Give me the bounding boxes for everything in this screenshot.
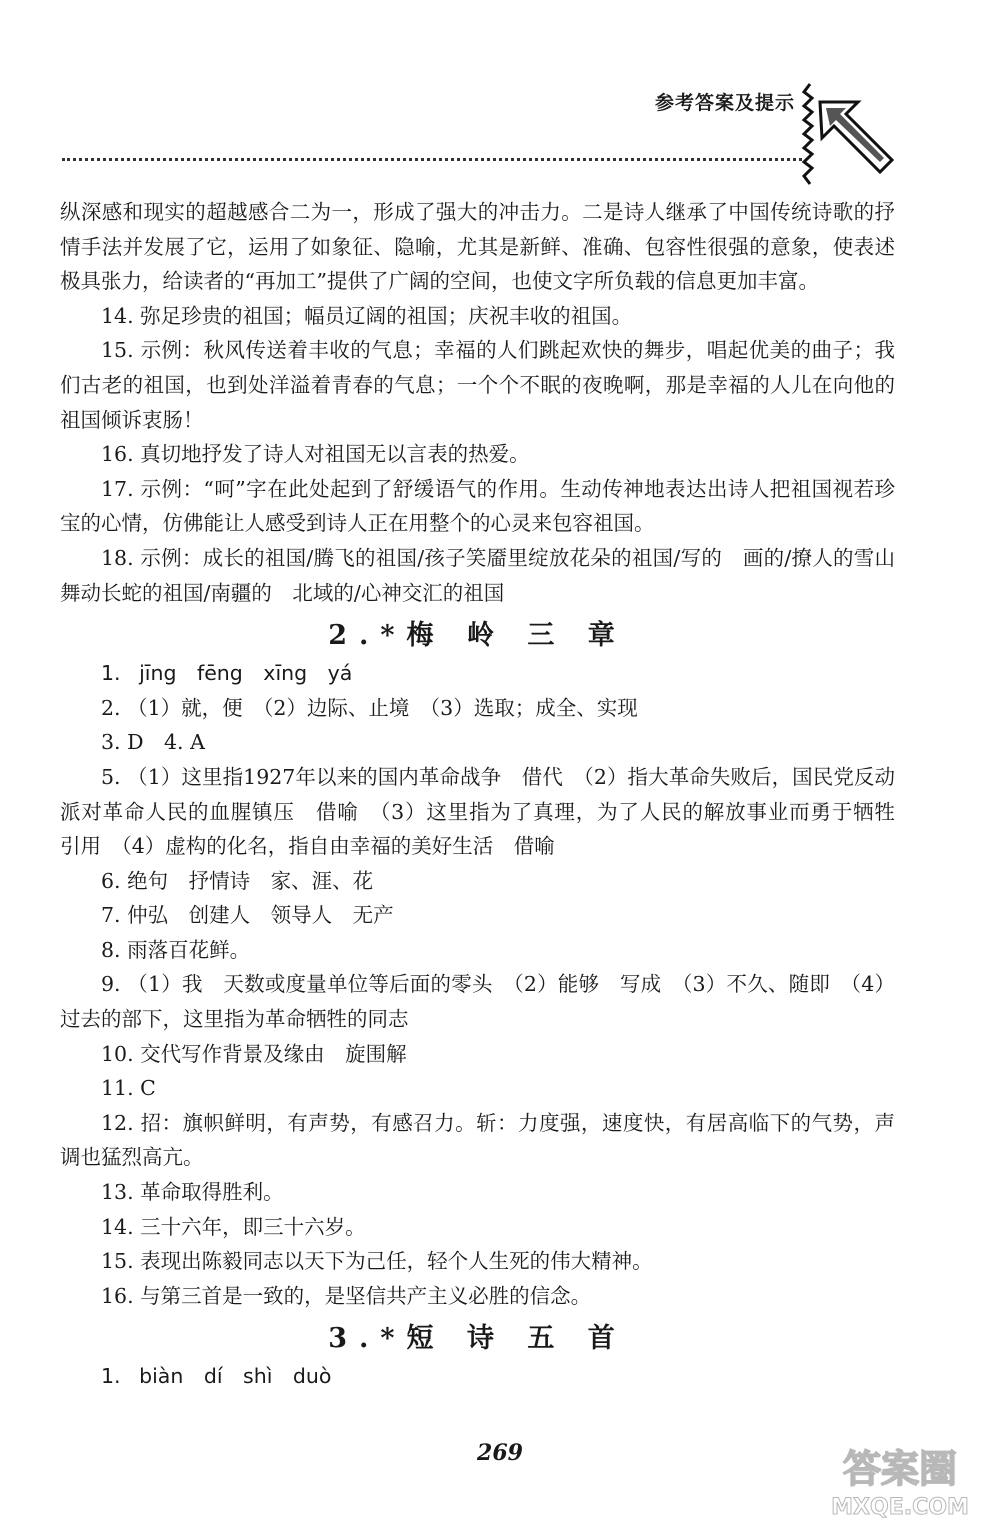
section2-item: 8. 雨落百花鲜。 xyxy=(101,937,251,962)
section2-item: 6. 绝句 抒情诗 家、涯、花 xyxy=(101,868,374,893)
header-title: 参考答案及提示 xyxy=(654,92,795,114)
answer-content xyxy=(60,195,916,1394)
section2-item: 5. （1）这里指1927年以来的国内革命战争 借代 （2）指大革命失败后，国民党反动派对革命人民的血腥镇压 借喻 （3）这里指为了真理，为了人民的解放事业而勇于牺牲 引用 （4）虚构的化名，指自由幸福的美好生活 借喻 xyxy=(60,764,916,859)
page-number: 269 xyxy=(477,1440,523,1466)
header-divider xyxy=(62,158,802,161)
watermark-logo xyxy=(800,1440,990,1520)
section2-item: 3. D 4. A xyxy=(101,730,205,755)
section2-item: 2. （1）就，便 （2）边际、止境 （3）选取；成全、实现 xyxy=(101,695,638,720)
section2-item: 16. 与第三首是一致的，是坚信共产主义必胜的信念。 xyxy=(101,1283,592,1308)
paragraph-continued: 纵深感和现实的超越感合二为一，形成了强大的冲击力。二是诗人继承了中国传统诗歌的抒情手法并发展了它，运用了如象征、隐喻，尤其是新鲜、准确、包容性很强的意象，使表述极具张力，给读者的“再加工”提供了广阔的空间，也使文字所负载的信息更加丰富。 xyxy=(60,200,895,294)
section2-item: 11. C xyxy=(101,1076,156,1101)
section2-item: 12. 招：旗帜鲜明，有声势，有感召力。斩：力度强，速度快，有居高临下的气势，声调也猛烈高亢。 xyxy=(60,1110,895,1170)
arrow-icon xyxy=(796,80,900,190)
section-title-meiling: 2.*梅 岭 三 章 xyxy=(328,620,627,652)
section2-item: 14. 三十六年，即三十六岁。 xyxy=(101,1214,366,1239)
watermark-url: MXQE.COM xyxy=(831,1495,969,1520)
section3-item: 1. biàn dí shì duò xyxy=(101,1364,332,1389)
section2-item: 7. 仲弘 创建人 领导人 无产 xyxy=(101,903,394,928)
answer-18: 18. 示例：成长的祖国/腾飞的祖国/孩子笑靥里绽放花朵的祖国/写的 画的/撩人的雪山舞动长蛇的祖国/南疆的 北域的/心神交汇的祖国 xyxy=(60,545,895,605)
answer-17: 17. 示例：“呵”字在此处起到了舒缓语气的作用。生动传神地表达出诗人把祖国视若珍宝的心情，仿佛能让人感受到诗人正在用整个的心灵来包容祖国。 xyxy=(60,476,895,536)
section2-item: 1. jīng fēng xīng yá xyxy=(101,661,353,686)
answer-16: 16. 真切地抒发了诗人对祖国无以言表的热爱。 xyxy=(101,442,530,467)
section2-item: 15. 表现出陈毅同志以天下为己任，轻个人生死的伟大精神。 xyxy=(101,1249,653,1274)
section2-item: 10. 交代写作背景及缘由 旋围解 xyxy=(101,1041,407,1066)
answer-14: 14. 弥足珍贵的祖国；幅员辽阔的祖国；庆祝丰收的祖国。 xyxy=(101,303,633,328)
section2-item: 13. 革命取得胜利。 xyxy=(101,1180,284,1205)
watermark-text: 答案圈 xyxy=(842,1447,958,1491)
answer-15: 15. 示例：秋风传送着丰收的气息；幸福的人们跳起欢快的舞步，唱起优美的曲子；我们古老的祖国，也到处洋溢着青春的气息；一个个不眠的夜晚啊，那是幸福的人儿在向他的祖国倾诉衷肠！ xyxy=(60,338,895,432)
section-title-duanshi: 3.*短 诗 五 首 xyxy=(328,1323,627,1355)
section2-item: 9. （1）我 天数或度量单位等后面的零头 （2）能够 写成 （3）不久、随即 （4）过去的部下，这里指为革命牺牲的同志 xyxy=(60,972,895,1032)
